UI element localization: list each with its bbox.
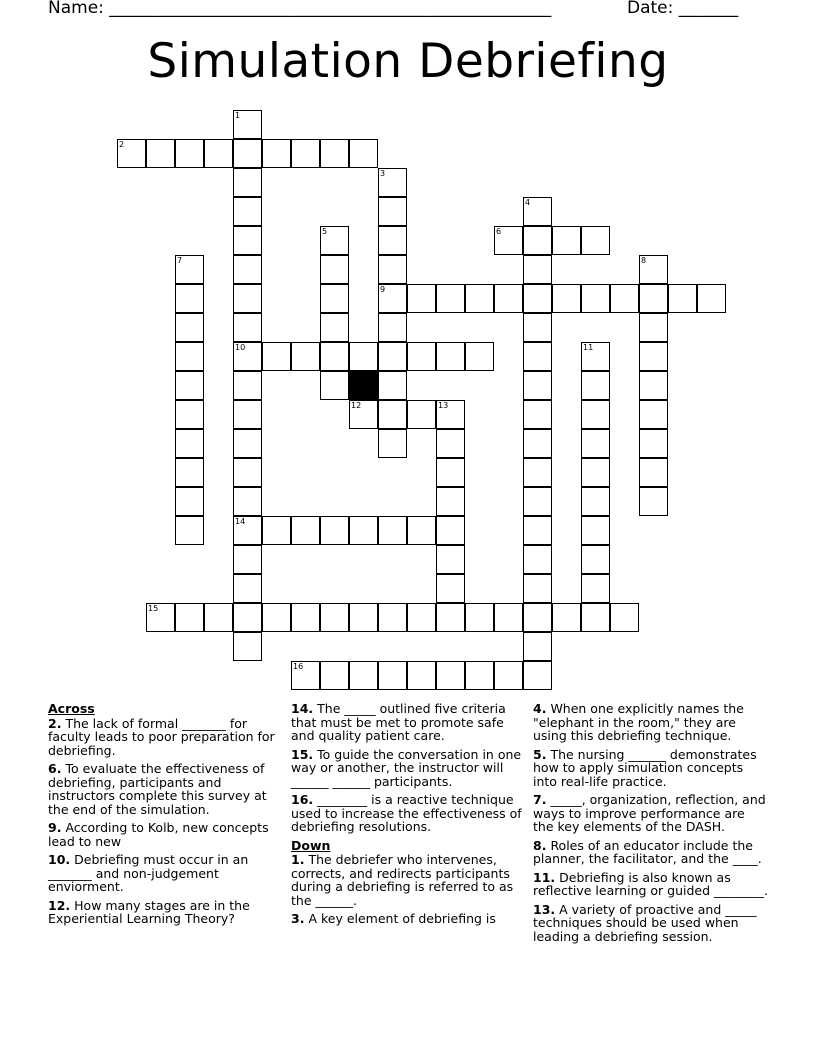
clue-number: 14 xyxy=(235,517,246,526)
grid-cell[interactable] xyxy=(291,516,320,545)
down-heading: Down xyxy=(291,837,331,853)
grid-cell[interactable] xyxy=(175,516,204,545)
grid-cell[interactable] xyxy=(175,371,204,400)
grid-cell[interactable] xyxy=(639,284,668,313)
grid-cell[interactable] xyxy=(349,139,378,168)
grid-cell[interactable] xyxy=(552,603,581,632)
grid-cell[interactable] xyxy=(523,255,552,284)
grid-cell[interactable] xyxy=(581,226,610,255)
grid-cell[interactable] xyxy=(581,458,610,487)
grid-cell[interactable] xyxy=(436,574,465,603)
grid-cell[interactable] xyxy=(523,516,552,545)
clue-number: 2 xyxy=(119,140,125,149)
grid-cell[interactable] xyxy=(262,342,291,371)
clue-across-14: 14. The _____ outlined five criteria that must be met to promote safe and quality patient care. xyxy=(291,701,506,743)
grid-cell[interactable] xyxy=(378,516,407,545)
clue-column-2 xyxy=(291,702,526,931)
grid-cell[interactable] xyxy=(378,197,407,226)
clue-across-9: 9. According to Kolb, new concepts lead to new xyxy=(48,820,269,849)
clue-number: 15 xyxy=(148,604,159,613)
grid-cell[interactable] xyxy=(175,487,204,516)
grid-cell[interactable] xyxy=(407,400,436,429)
grid-cell[interactable] xyxy=(465,603,494,632)
grid-cell[interactable] xyxy=(523,458,552,487)
across-heading: Across xyxy=(48,701,95,716)
clue-down-7: 7. _____, organization, reflection, and ways to improve performance are the key elements of the DASH. xyxy=(533,792,766,834)
grid-cell[interactable] xyxy=(233,371,262,400)
grid-cell[interactable] xyxy=(146,139,175,168)
grid-cell[interactable] xyxy=(523,342,552,371)
grid-cell[interactable] xyxy=(523,661,552,690)
grid-cell[interactable] xyxy=(436,429,465,458)
grid-cell[interactable] xyxy=(175,429,204,458)
grid-cell[interactable] xyxy=(233,400,262,429)
clue-column-3 xyxy=(533,702,768,948)
grid-cell[interactable] xyxy=(320,139,349,168)
grid-cell[interactable] xyxy=(349,516,378,545)
blocked-cell xyxy=(349,371,378,400)
grid-cell[interactable] xyxy=(610,284,639,313)
grid-cell[interactable] xyxy=(436,487,465,516)
grid-cell[interactable] xyxy=(494,661,523,690)
grid-cell[interactable] xyxy=(378,429,407,458)
clue-number: 10 xyxy=(235,343,246,352)
clue-down-1: 1. The debriefer who intervenes, corrects, and redirects participants during a debriefing is referred to as the ______. xyxy=(291,852,514,908)
grid-cell[interactable] xyxy=(262,603,291,632)
clue-number: 16 xyxy=(293,662,304,671)
grid-cell[interactable] xyxy=(233,197,262,226)
clue-across-16: 16. ________ is a reactive technique used to increase the effectiveness of debriefing resolutions. xyxy=(291,792,522,834)
grid-cell[interactable] xyxy=(233,313,262,342)
grid-cell[interactable] xyxy=(523,284,552,313)
grid-cell[interactable] xyxy=(291,342,320,371)
grid-cell[interactable] xyxy=(407,284,436,313)
grid-cell[interactable] xyxy=(436,661,465,690)
grid-cell[interactable] xyxy=(523,226,552,255)
grid-cell[interactable] xyxy=(523,603,552,632)
clue-down-11: 11. Debriefing is also known as reflective learning or guided ________. xyxy=(533,869,768,898)
grid-cell[interactable] xyxy=(639,313,668,342)
clue-across-2: 2. The lack of formal _______ for faculty leads to poor preparation for debriefing. xyxy=(48,715,275,758)
grid-cell[interactable] xyxy=(233,545,262,574)
grid-cell[interactable] xyxy=(233,255,262,284)
grid-cell[interactable] xyxy=(378,661,407,690)
clue-down-8: 8. Roles of an educator include the planner, the facilitator, and the ____. xyxy=(533,837,762,866)
grid-cell[interactable] xyxy=(523,313,552,342)
grid-cell[interactable] xyxy=(639,371,668,400)
grid-cell[interactable] xyxy=(262,516,291,545)
grid-cell[interactable] xyxy=(436,284,465,313)
grid-cell[interactable] xyxy=(349,342,378,371)
grid-cell[interactable] xyxy=(320,371,349,400)
grid-cell[interactable] xyxy=(436,342,465,371)
clue-down-4: 4. When one explicitly names the "elephant in the room," they are using this debriefing technique. xyxy=(533,701,744,743)
clue-number: 7 xyxy=(177,256,183,265)
grid-cell[interactable] xyxy=(523,371,552,400)
grid-cell[interactable] xyxy=(639,429,668,458)
grid-cell[interactable] xyxy=(523,574,552,603)
clue-across-15: 15. To guide the conversation in one way or another, the instructor will ______ ______ participants. xyxy=(291,746,522,789)
grid-cell[interactable] xyxy=(233,458,262,487)
grid-cell[interactable] xyxy=(320,255,349,284)
clue-number: 1 xyxy=(235,111,241,120)
grid-cell[interactable] xyxy=(378,603,407,632)
grid-cell[interactable] xyxy=(320,516,349,545)
grid-cell[interactable] xyxy=(436,545,465,574)
grid-cell[interactable] xyxy=(320,284,349,313)
grid-cell[interactable] xyxy=(581,516,610,545)
grid-cell[interactable] xyxy=(465,661,494,690)
grid-cell[interactable] xyxy=(175,603,204,632)
grid-cell[interactable] xyxy=(320,603,349,632)
grid-cell[interactable] xyxy=(581,400,610,429)
grid-cell[interactable] xyxy=(494,603,523,632)
grid-cell[interactable] xyxy=(523,632,552,661)
clue-number: 11 xyxy=(583,343,594,352)
clue-number: 4 xyxy=(525,198,531,207)
grid-cell[interactable] xyxy=(320,313,349,342)
grid-cell[interactable] xyxy=(349,661,378,690)
grid-cell[interactable] xyxy=(233,574,262,603)
clue-down-3: 3. A key element of debriefing is xyxy=(291,911,496,926)
grid-cell[interactable] xyxy=(639,342,668,371)
grid-cell[interactable] xyxy=(436,603,465,632)
clue-across-12: 12. How many stages are in the Experiential Learning Theory? xyxy=(48,897,250,926)
grid-cell[interactable] xyxy=(639,400,668,429)
grid-cell[interactable] xyxy=(378,400,407,429)
grid-cell[interactable] xyxy=(233,284,262,313)
grid-cell[interactable] xyxy=(407,342,436,371)
grid-cell[interactable] xyxy=(552,284,581,313)
clue-number: 9 xyxy=(380,285,386,294)
name-field-label: Name: ____________________________________________________ xyxy=(48,0,552,18)
grid-cell[interactable] xyxy=(436,516,465,545)
grid-cell[interactable] xyxy=(407,516,436,545)
grid-cell[interactable] xyxy=(581,603,610,632)
grid-cell[interactable] xyxy=(204,139,233,168)
clue-number: 8 xyxy=(641,256,647,265)
grid-cell[interactable] xyxy=(233,603,262,632)
grid-cell[interactable] xyxy=(610,603,639,632)
clue-number: 12 xyxy=(351,401,362,410)
grid-cell[interactable] xyxy=(175,284,204,313)
grid-cell[interactable] xyxy=(175,400,204,429)
grid-cell[interactable] xyxy=(407,661,436,690)
clue-number: 13 xyxy=(438,401,449,410)
grid-cell[interactable] xyxy=(233,139,262,168)
grid-cell[interactable] xyxy=(378,371,407,400)
clue-column-1 xyxy=(48,702,283,931)
grid-cell[interactable] xyxy=(436,458,465,487)
grid-cell[interactable] xyxy=(233,632,262,661)
grid-cell[interactable] xyxy=(581,284,610,313)
date-field-label: Date: _______ xyxy=(627,0,739,18)
grid-cell[interactable] xyxy=(639,458,668,487)
grid-cell[interactable] xyxy=(523,545,552,574)
clue-across-6: 6. To evaluate the effectiveness of debriefing, participants and instructors complete this survey at the end of the simulation. xyxy=(48,761,267,817)
grid-cell[interactable] xyxy=(407,603,436,632)
grid-cell[interactable] xyxy=(581,371,610,400)
grid-cell[interactable] xyxy=(320,661,349,690)
clue-down-5: 5. The nursing ______ demonstrates how to apply simulation concepts into real-life practice. xyxy=(533,746,757,789)
grid-cell[interactable] xyxy=(320,342,349,371)
page-title: Simulation Debriefing xyxy=(147,34,669,89)
grid-cell[interactable] xyxy=(378,226,407,255)
grid-cell[interactable] xyxy=(639,487,668,516)
grid-cell[interactable] xyxy=(233,168,262,197)
clue-number: 3 xyxy=(380,169,386,178)
clue-number: 5 xyxy=(322,227,328,236)
grid-cell[interactable] xyxy=(175,342,204,371)
grid-cell[interactable] xyxy=(233,429,262,458)
grid-cell[interactable] xyxy=(175,458,204,487)
grid-cell[interactable] xyxy=(291,603,320,632)
grid-cell[interactable] xyxy=(465,284,494,313)
grid-cell[interactable] xyxy=(581,487,610,516)
grid-cell[interactable] xyxy=(291,139,320,168)
grid-cell[interactable] xyxy=(523,400,552,429)
grid-cell[interactable] xyxy=(523,429,552,458)
grid-cell[interactable] xyxy=(378,255,407,284)
grid-cell[interactable] xyxy=(697,284,726,313)
grid-cell[interactable] xyxy=(581,545,610,574)
grid-cell[interactable] xyxy=(494,284,523,313)
grid-cell[interactable] xyxy=(175,139,204,168)
grid-cell[interactable] xyxy=(523,487,552,516)
grid-cell[interactable] xyxy=(668,284,697,313)
grid-cell[interactable] xyxy=(204,603,233,632)
clue-across-10: 10. Debriefing must occur in an _______ and non-judgement enviorment. xyxy=(48,852,249,894)
grid-cell[interactable] xyxy=(465,342,494,371)
grid-cell[interactable] xyxy=(552,226,581,255)
grid-cell[interactable] xyxy=(581,429,610,458)
grid-cell[interactable] xyxy=(378,342,407,371)
grid-cell[interactable] xyxy=(262,139,291,168)
grid-cell[interactable] xyxy=(233,487,262,516)
grid-cell[interactable] xyxy=(233,226,262,255)
grid-cell[interactable] xyxy=(378,313,407,342)
grid-cell[interactable] xyxy=(175,313,204,342)
grid-cell[interactable] xyxy=(581,574,610,603)
grid-cell[interactable] xyxy=(349,603,378,632)
clue-number: 6 xyxy=(496,227,502,236)
clue-down-13: 13. A variety of proactive and _____ techniques should be used when leading a debriefing session. xyxy=(533,901,757,944)
